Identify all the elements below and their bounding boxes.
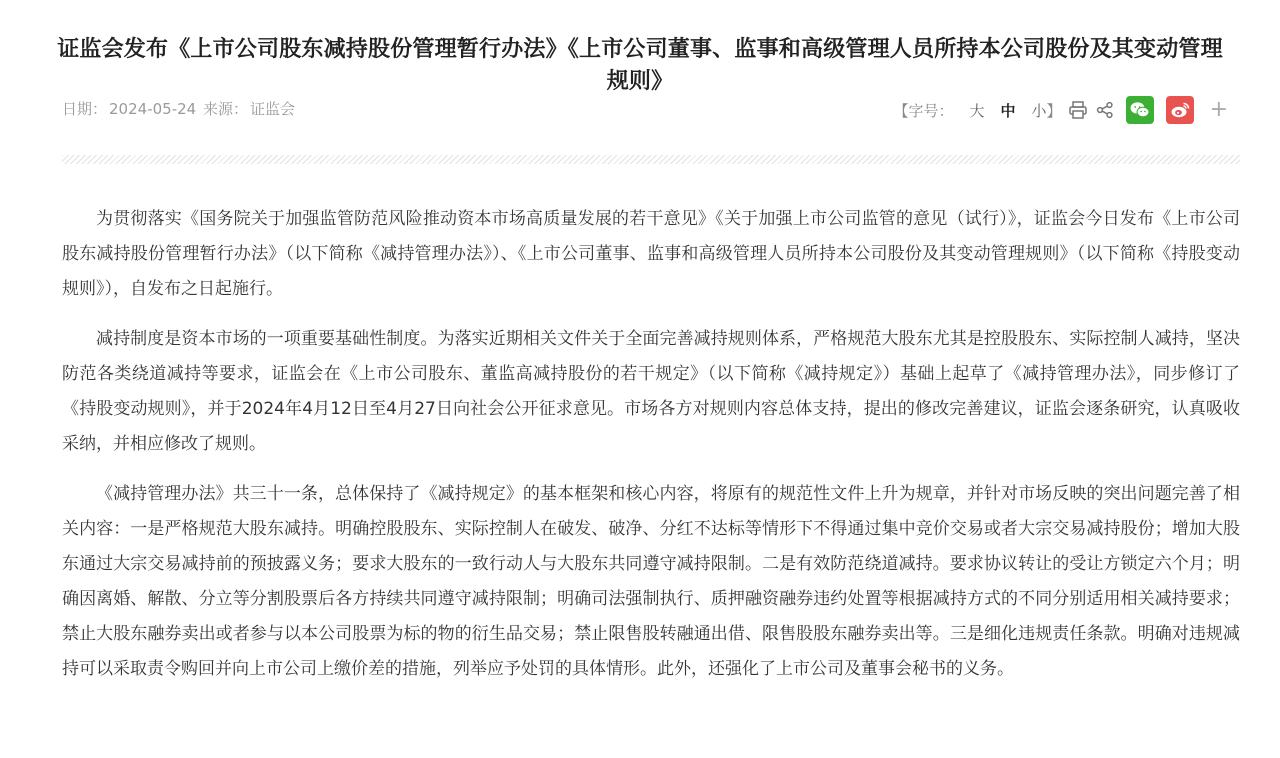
article-toolbar	[893, 98, 1228, 122]
source-label: 来源：	[202, 100, 248, 118]
publish-date: 2024-05-24	[109, 100, 197, 118]
wechat-icon[interactable]	[1126, 96, 1154, 124]
weibo-icon[interactable]	[1166, 96, 1194, 124]
source-value: 证监会	[250, 100, 296, 118]
share-icon[interactable]	[1096, 101, 1114, 119]
font-size-label: 【字号：	[893, 101, 954, 120]
title-divider	[62, 155, 1240, 164]
article-paragraph: 为贯彻落实《国务院关于加强监管防范风险推动资本市场高质量发展的若干意见》《关于加强上市公司监管的意见（试行）》，证监会今日发布《上市公司股东减持股份管理暂行办法》（以下简称《减持管理办法》）、《上市公司董事、监事和高级管理人员所持本公司股份及其变动管理规则》（以下简称《持股变动规则》），自发布之日起施行。	[62, 209, 1240, 299]
article-body	[62, 202, 1240, 702]
article-paragraph: 《减持管理办法》共三十一条，总体保持了《减持规定》的基本框架和核心内容，将原有的规范性文件上升为规章，并针对市场反映的突出问题完善了相关内容：一是严格规范大股东减持。明确控股股东、实际控制人在破发、破净、分红不达标等情形下不得通过集中竞价交易或者大宗交易减持股份；增加大股东通过大宗交易减持前的预披露义务；要求大股东的一致行动人与大股东共同遵守减持限制。二是有效防范绕道减持。要求协议转让的受让方锁定六个月；明确因离婚、解散、分立等分割股票后各方持续共同遵守减持限制；明确司法强制执行、质押融资融券违约处置等根据减持方式的不同分别适用相关减持要求；禁止大股东融券卖出或者参与以本公司股票为标的物的衍生品交易；禁止限售股转融通出借、限售股股东融券卖出等。三是细化违规责任条款。明确对违规减持可以采取责令购回并向上市公司上缴价差的措施，列举应予处罚的具体情形。此外，还强化了上市公司及董事会秘书的义务。	[62, 484, 1240, 679]
article-title: 证监会发布《上市公司股东减持股份管理暂行办法》《上市公司董事、监事和高级管理人员所持本公司股份及其变动管理规则》	[57, 37, 1223, 94]
article-paragraph: 减持制度是资本市场的一项重要基础性制度。为落实近期相关文件关于全面完善减持规则体系，严格规范大股东尤其是控股股东、实际控制人减持，坚决防范各类绕道减持等要求，证监会在《上市公司股东、董监高减持股份的若干规定》（以下简称《减持规定》）基础上起草了《减持管理办法》，同步修订了《持股变动规则》，并于2024年4月12日至4月27日向社会公开征求意见。市场各方对规则内容总体支持，提出的修改完善建议，证监会逐条研究，认真吸收采纳，并相应修改了规则。	[62, 329, 1240, 454]
print-icon[interactable]	[1068, 100, 1088, 120]
font-size-medium-button[interactable]: 中	[1000, 101, 1016, 120]
article-meta	[62, 99, 297, 119]
font-size-large-button[interactable]: 大	[969, 101, 985, 120]
font-size-small-button[interactable]: 小	[1031, 101, 1047, 120]
plus-icon[interactable]: +	[1209, 97, 1228, 122]
font-size-bracket: 】	[1046, 101, 1062, 120]
date-label: 日期：	[62, 100, 108, 118]
